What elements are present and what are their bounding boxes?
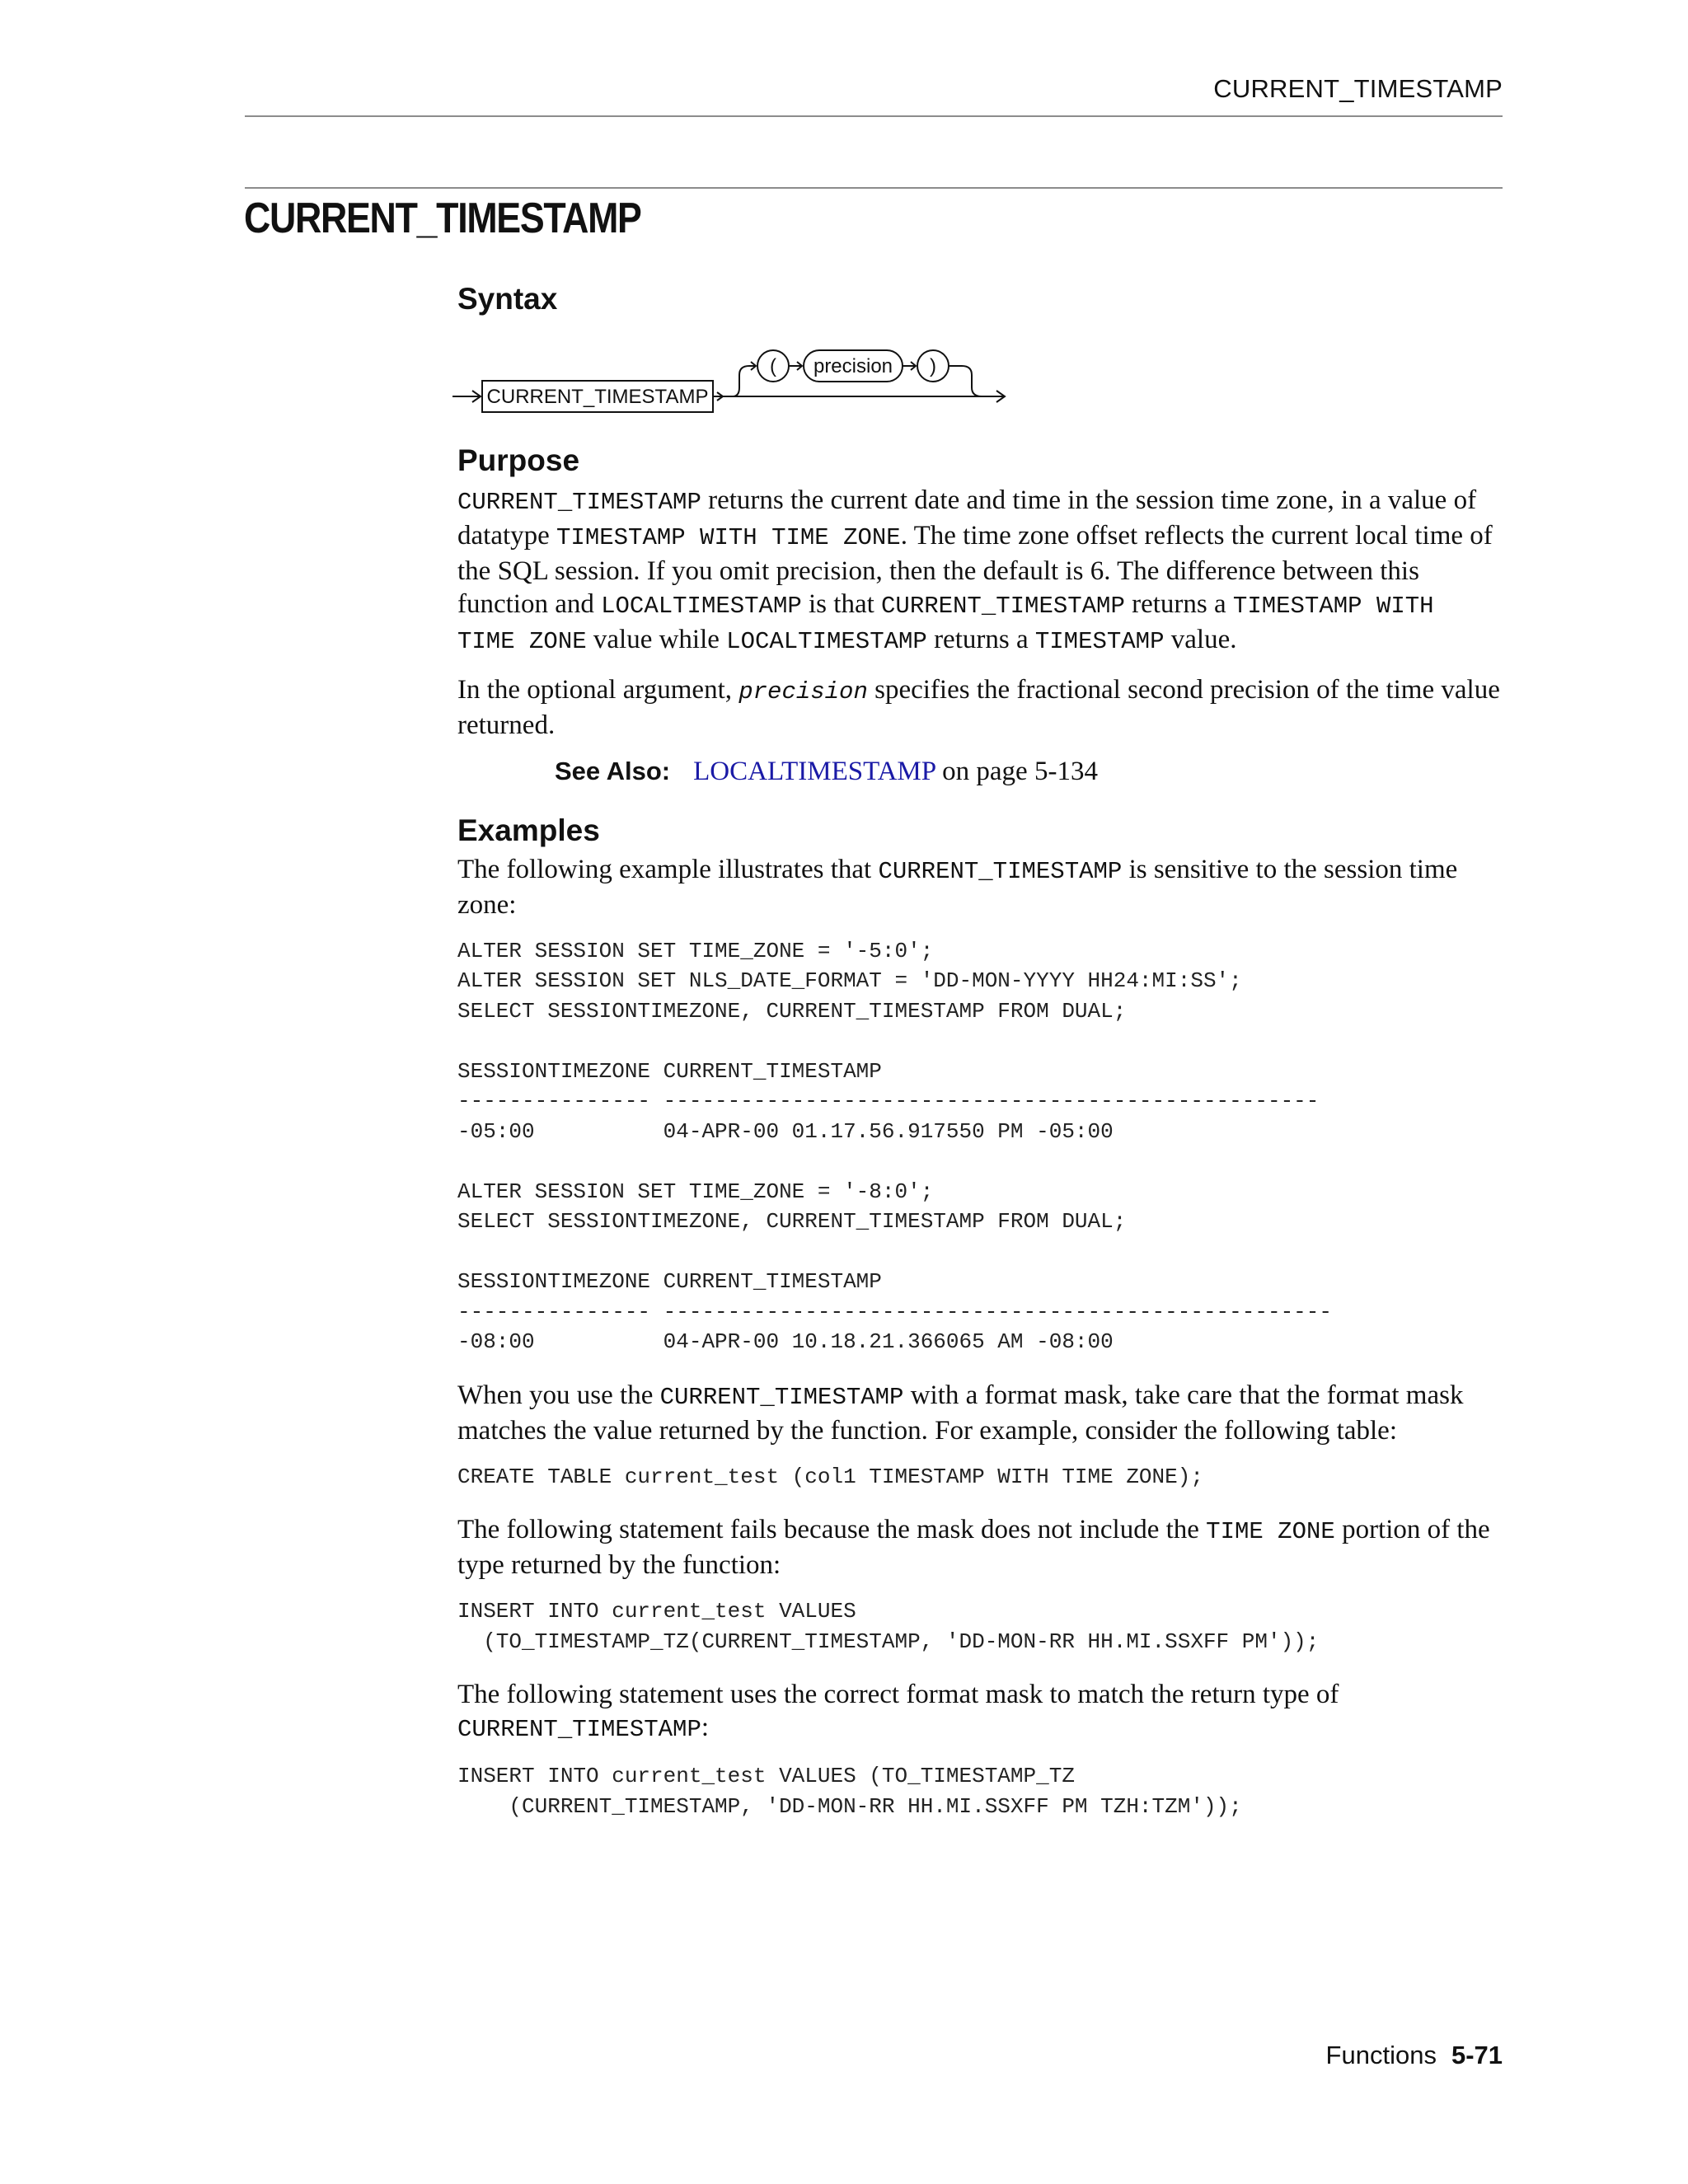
see-also bbox=[555, 757, 1504, 787]
code-term: CURRENT_TIMESTAMP bbox=[457, 1716, 701, 1744]
syntax-close-paren: ) bbox=[930, 355, 936, 378]
purpose-heading: Purpose bbox=[457, 443, 580, 478]
code-term: CURRENT_TIMESTAMP bbox=[878, 857, 1123, 885]
purpose-paragraph: CURRENT_TIMESTAMP returns the current date and time in the session time zone, in a value of datatype TIMESTAMP WITH TIME ZONE. The time zone offset reflects the current local time of the SQL session. If you omit precision, then the default is 6. The difference between this function and LOCALTIMESTAMP is that CURRENT_TIMESTAMP returns a TIMESTAMP WITH TIME ZONE value while LOCALTIMESTAMP returns a TIMESTAMP value. bbox=[457, 485, 1493, 655]
precision-paragraph: In the optional argument, precision specifies the fractional second precision of the time value returned. bbox=[457, 674, 1500, 740]
running-header: CURRENT_TIMESTAMP bbox=[1213, 74, 1503, 103]
code-term: TIME ZONE bbox=[1206, 1518, 1335, 1546]
examples-heading: Examples bbox=[457, 813, 600, 847]
code-example-create-table: CREATE TABLE current_test (col1 TIMESTAMP WITH TIME ZONE); bbox=[457, 1464, 1203, 1489]
syntax-keyword: CURRENT_TIMESTAMP bbox=[486, 386, 709, 409]
page-footer bbox=[1326, 2041, 1503, 2070]
see-also-label: See Also: bbox=[555, 756, 671, 785]
page-title: CURRENT_TIMESTAMP bbox=[244, 194, 641, 242]
code-term: TIMESTAMP bbox=[1034, 627, 1165, 655]
title-rule bbox=[245, 187, 1503, 189]
code-term: TIMESTAMP WITH TIME ZONE bbox=[556, 523, 901, 551]
syntax-diagram bbox=[452, 338, 1046, 420]
syntax-argument: precision bbox=[813, 355, 893, 378]
syntax-open-paren: ( bbox=[770, 355, 776, 378]
code-term: TIMESTAMP WITH TIME ZONE bbox=[457, 592, 1434, 655]
examples-intro: The following example illustrates that CURRENT_TIMESTAMP is sensitive to the session time zone: bbox=[457, 854, 1458, 920]
code-term: CURRENT_TIMESTAMP bbox=[659, 1383, 904, 1411]
argument-term: precision bbox=[738, 677, 868, 705]
code-example-session: ALTER SESSION SET TIME_ZONE = '-5:0'; ALTER SESSION SET NLS_DATE_FORMAT = 'DD-MON-YYYY HH24:MI:SS'; SELECT SESSIONTIMEZONE, CURRENT_TIMESTAMP FROM DUAL; SESSIONTIMEZONE CURRENT_TIMESTAMP --------------- --------------------------------------------------- -05:00 04-APR-00 01.17.56.917550 PM -05:00 ALTER SESSION SET TIME_ZONE = '-8:0'; SELECT SESSIONTIMEZONE, CURRENT_TIMESTAMP FROM DUAL; SESSIONTIMEZONE CURRENT_TIMESTAMP --------------- ---------------------------------------------------- -08:00 04-APR-00 10.18.21.366065 AM -08:00 bbox=[457, 938, 1332, 1355]
header-rule bbox=[245, 115, 1503, 117]
footer-page-number: 5-71 bbox=[1451, 2041, 1503, 2069]
main-content bbox=[457, 280, 1504, 1821]
code-example-correct-insert: INSERT INTO current_test VALUES (TO_TIMESTAMP_TZ (CURRENT_TIMESTAMP, 'DD-MON-RR HH.MI.SSXFF PM TZH:TZM')); bbox=[457, 1764, 1242, 1819]
code-term: CURRENT_TIMESTAMP bbox=[881, 592, 1125, 620]
code-example-failing-insert: INSERT INTO current_test VALUES (TO_TIMESTAMP_TZ(CURRENT_TIMESTAMP, 'DD-MON-RR HH.MI.SSXFF PM')); bbox=[457, 1599, 1320, 1654]
see-also-link[interactable]: LOCALTIMESTAMP bbox=[693, 756, 935, 786]
code-term: LOCALTIMESTAMP bbox=[601, 592, 802, 620]
correct-paragraph: The following statement uses the correct format mask to match the return type of CURRENT_TIMESTAMP: bbox=[457, 1680, 1339, 1744]
see-also-page: on page 5-134 bbox=[935, 756, 1098, 786]
code-term: LOCALTIMESTAMP bbox=[726, 627, 927, 655]
fail-paragraph: The following statement fails because the mask does not include the TIME ZONE portion of the type returned by the function: bbox=[457, 1515, 1490, 1581]
format-mask-paragraph: When you use the CURRENT_TIMESTAMP with a format mask, take care that the format mask matches the value returned by the function. For example, consider the following table: bbox=[457, 1380, 1464, 1446]
footer-section: Functions bbox=[1325, 2041, 1437, 2069]
syntax-heading: Syntax bbox=[457, 282, 558, 316]
code-term: CURRENT_TIMESTAMP bbox=[457, 488, 701, 516]
